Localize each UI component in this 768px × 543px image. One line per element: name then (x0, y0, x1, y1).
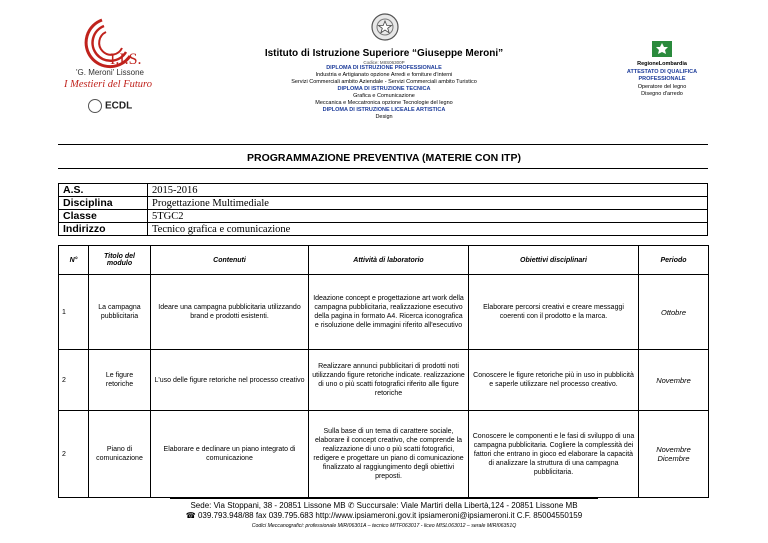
institute-header (230, 48, 538, 121)
logo-text: I.I.S. (110, 51, 142, 68)
cell-attivita: Realizzare annunci pubblicitari di prodotti noti utilizzando figure retoriche indicate. realizzazione di uno o più scatti fotografici riferito alle figure retoriche (309, 350, 469, 411)
header-periodo: Periodo (639, 246, 709, 275)
diploma-line: Grafica e Comunicazione (353, 93, 415, 99)
cell-obiettivi: Elaborare percorsi creativi e creare messaggi coerenti con il prodotto e la marca. (469, 275, 639, 350)
info-value: 5TGC2 (148, 210, 708, 223)
qualification-line: PROFESSIONALE (638, 76, 686, 82)
cell-contenuti: L'uso delle figure retoriche nel processo creativo (151, 350, 309, 411)
footer-codes: Codici Meccanografici: professionale MIRI06301A – tecnico MITF063017 - liceo MISL063012 – serale MIRI06351Q (251, 523, 517, 529)
italian-republic-emblem-icon (370, 10, 400, 43)
diploma-line: Meccanica e Meccatronica opzione Tecnologie del legno (315, 100, 453, 106)
tagline: I Mestieri del Futuro (64, 79, 152, 90)
qualification-line: Operatore del legno (637, 83, 687, 90)
info-row (59, 210, 708, 223)
table-row (59, 275, 709, 350)
cell-obiettivi: Conoscere le componenti e le fasi di sviluppo di una campagna pubblicitaria. Cogliere la complessità dei fattori che entrano in gioco ed elaborare la capacità di analizzare la struttura di una campagna pubblicitaria. (469, 411, 639, 498)
page-title: PROGRAMMAZIONE PREVENTIVA (MATERIE CON ITP) (247, 152, 521, 164)
info-row (59, 184, 708, 197)
ecdl-icon (88, 99, 102, 113)
qualification-header (620, 61, 704, 99)
header-attivita: Attività di laboratorio (309, 246, 469, 275)
info-value: Tecnico grafica e comunicazione (148, 223, 708, 236)
cell-attivita: Ideazione concept e progettazione art work della campagna pubblicitaria, realizzazione esecutivo della pagina in formato A4. Ricerca iconografica e risoluzione delle immagini riferito all'esecutivo (309, 275, 469, 350)
diploma-line: DIPLOMA DI ISTRUZIONE LICEALE ARTISTICA (322, 107, 446, 113)
institute-code: Codice: MIIS06300P (363, 60, 405, 65)
footer-rule (170, 498, 598, 499)
diploma-line: DIPLOMA DI ISTRUZIONE PROFESSIONALE (326, 65, 442, 71)
cell-titolo: Le figure retoriche (89, 350, 151, 411)
table-row (59, 411, 709, 498)
qualification-line: ATTESTATO DI QUALIFICA (626, 68, 698, 75)
info-key: Classe (59, 210, 148, 223)
program-table (58, 245, 709, 498)
diploma-line: Servizi Commerciali ambito Aziendale - Servizi Commerciali ambito Turistico (291, 79, 477, 85)
info-value: 2015-2016 (148, 184, 708, 197)
cell-n: 2 (59, 350, 89, 411)
info-key: Indirizzo (59, 223, 148, 236)
info-row (59, 197, 708, 210)
institute-name: Istituto di Istruzione Superiore “Giuseppe Meroni” (264, 48, 504, 59)
ecdl-logo (88, 99, 168, 113)
diploma-line: Industria e Artigianato opzione Arredi e forniture d'interni (315, 72, 453, 78)
diploma-line: DIPLOMA DI ISTRUZIONE TECNICA (337, 86, 431, 92)
info-table (58, 183, 708, 236)
header-n: N° (59, 246, 89, 275)
info-key: A.S. (59, 184, 148, 197)
qualification-line: Disegno d'arredo (641, 91, 683, 97)
cell-periodo: Novembre (639, 350, 709, 411)
cell-n: 1 (59, 275, 89, 350)
info-row (59, 223, 708, 236)
cell-periodo: Ottobre (639, 275, 709, 350)
cell-titolo: Piano di comunicazione (89, 411, 151, 498)
qualification-list (620, 69, 704, 99)
cell-periodo: Novembre Dicembre (639, 411, 709, 498)
title-rule-bottom (58, 168, 708, 169)
header-obiettivi: Obiettivi disciplinari (469, 246, 639, 275)
footer-contacts: ☎ 039.793.948/88 fax 039.795.683 http://www.ipsiameroni.gov.it ipsiameroni@ipsiameroni.it C.F. 85004550159 (185, 511, 583, 520)
cell-contenuti: Elaborare e declinare un piano integrato di comunicazione (151, 411, 309, 498)
title-rule-top (58, 144, 708, 145)
header-titolo: Titolo del modulo (89, 246, 151, 275)
info-value: Progettazione Multimediale (148, 197, 708, 210)
cell-attivita: Sulla base di un tema di carattere sociale, elaborare il concept creativo, che comprende la realizzazione di uno o più scatti fotografici, redigere e progettare un piano di comunicazione finalizzato al raggiungimento degli obiettivi preposti. (309, 411, 469, 498)
cell-n: 2 (59, 411, 89, 498)
footer-address: Sede: Via Stoppani, 38 - 20851 Lissone MB ✆ Succursale: Viale Martiri della Libertà,124 - 20851 Lissone MB (190, 501, 578, 510)
table-row (59, 350, 709, 411)
diploma-line: Design (375, 114, 393, 120)
info-key: Disciplina (59, 197, 148, 210)
ecdl-label: ECDL (105, 100, 133, 112)
diploma-list (230, 65, 538, 121)
cell-titolo: La campagna pubblicitaria (89, 275, 151, 350)
school-subtitle: 'G. Meroni' Lissone (76, 68, 144, 77)
cell-contenuti: Ideare una campagna pubblicitaria utilizzando brand e prodotti esistenti. (151, 275, 309, 350)
region-logo-label: RegioneLombardia (637, 61, 687, 67)
table-header-row (59, 246, 709, 275)
cell-obiettivi: Conoscere le figure retoriche più in uso in pubblicità e saperle utilizzare nel processo creativo. (469, 350, 639, 411)
regione-lombardia-icon (652, 41, 672, 57)
header-contenuti: Contenuti (151, 246, 309, 275)
